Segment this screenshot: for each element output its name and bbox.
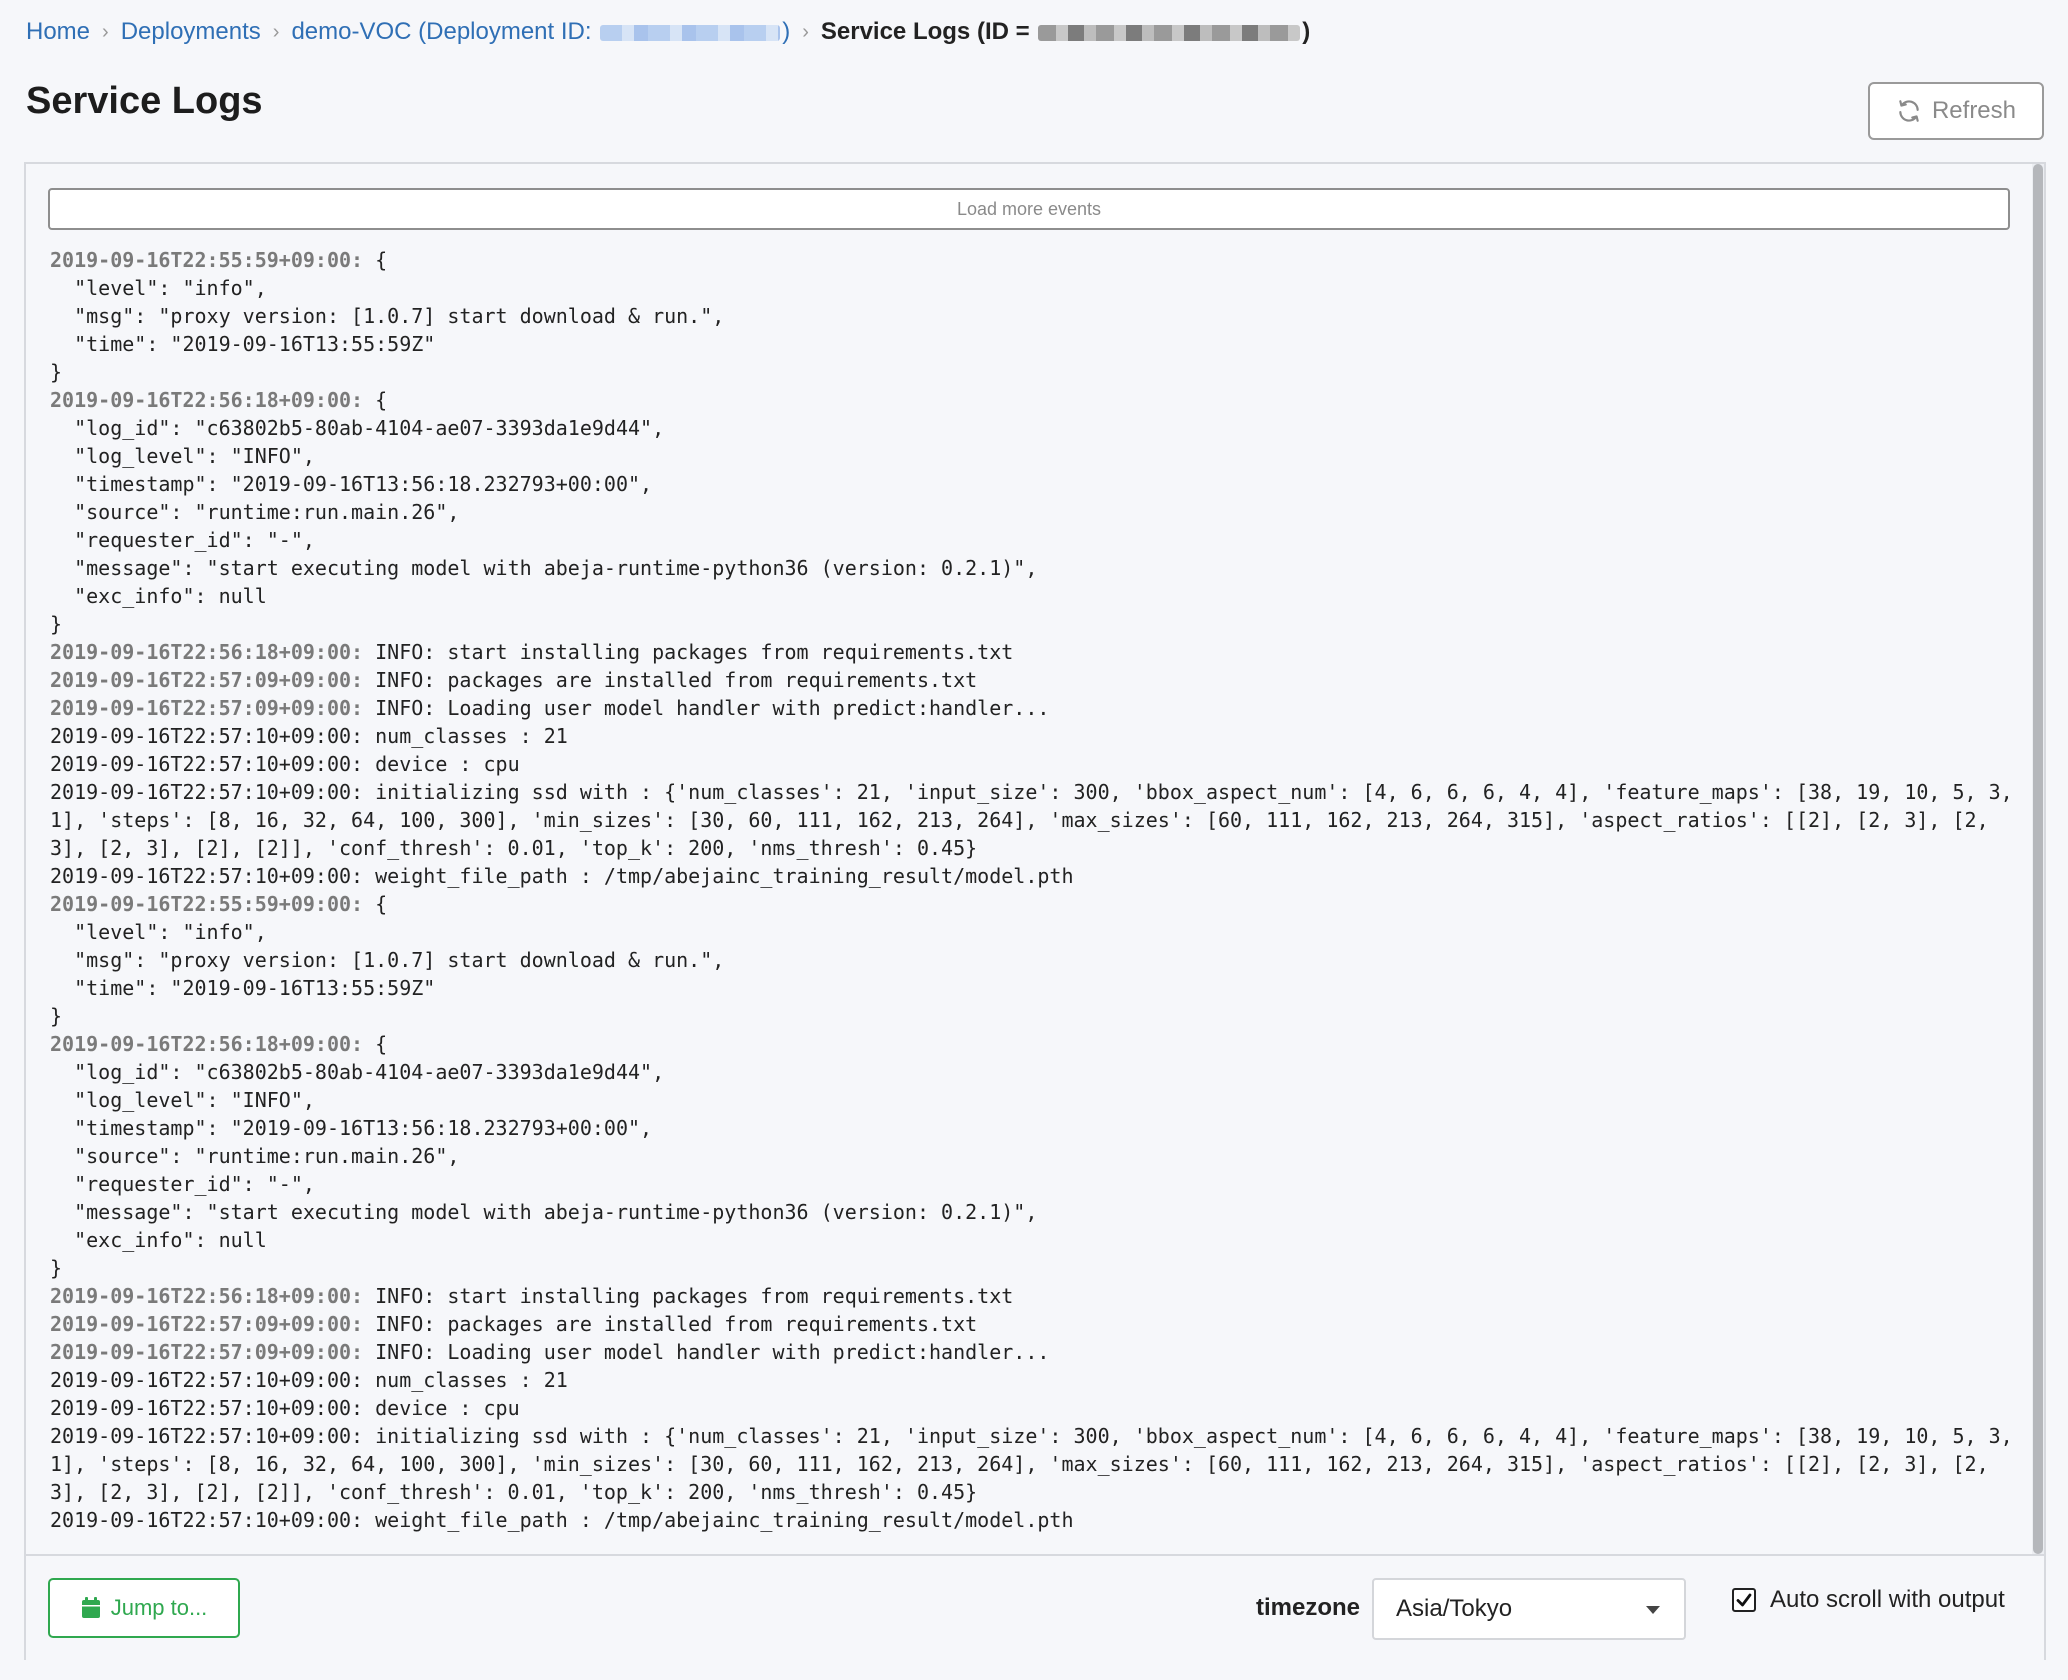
log-line xyxy=(50,1170,2020,1198)
log-output xyxy=(50,246,2025,1534)
log-line xyxy=(50,554,2020,582)
log-timestamp: 2019-09-16T22:55:59+09:00: xyxy=(50,248,364,272)
caret-down-icon xyxy=(1646,1606,1660,1614)
log-text: } xyxy=(50,360,63,384)
timezone-select[interactable] xyxy=(1372,1578,1686,1640)
log-line xyxy=(50,330,2020,358)
log-timestamp: 2019-09-16T22:57:09+09:00: xyxy=(50,1340,364,1364)
breadcrumb-deployments-link[interactable]: Deployments xyxy=(120,18,261,45)
log-line xyxy=(50,862,2020,890)
log-text: } xyxy=(50,1004,63,1028)
chevron-right-icon: › xyxy=(102,20,109,43)
log-timestamp: 2019-09-16T22:57:10+09:00: xyxy=(50,1396,364,1420)
log-text: weight_file_path : /tmp/abejainc_training_result/model.pth xyxy=(363,1508,1074,1532)
timezone-value: Asia/Tokyo xyxy=(1396,1595,1513,1622)
log-text: "time": "2019-09-16T13:55:59Z" xyxy=(50,332,436,356)
log-line xyxy=(50,302,2020,330)
log-text: "message": "start executing model with abeja-runtime-python36 (version: 0.2.1)", xyxy=(50,1200,1038,1224)
log-line xyxy=(50,414,2020,442)
jump-to-label: Jump to... xyxy=(110,1595,208,1620)
log-text: "log_id": "c63802b5-80ab-4104-ae07-3393da1e9d44", xyxy=(50,1060,665,1084)
log-scroll-area[interactable] xyxy=(26,164,2036,1554)
log-text: "exc_info": null xyxy=(50,584,267,608)
log-timestamp: 2019-09-16T22:57:09+09:00: xyxy=(50,696,364,720)
breadcrumb-deployment-suffix: ) xyxy=(782,18,791,45)
log-line xyxy=(50,638,2020,666)
log-line xyxy=(50,1002,2020,1030)
log-panel xyxy=(24,162,2046,1660)
log-line xyxy=(50,470,2020,498)
log-line xyxy=(50,750,2020,778)
log-text: INFO: Loading user model handler with predict:handler... xyxy=(363,696,1050,720)
log-line xyxy=(50,498,2020,526)
log-timestamp: 2019-09-16T22:57:10+09:00: xyxy=(50,724,364,748)
log-timestamp: 2019-09-16T22:56:18+09:00: xyxy=(50,1284,364,1308)
log-text: initializing ssd with : {'num_classes': 21, 'input_size': 300, 'bbox_aspect_num': [4, 6, 6, 6, 4, 4], 'feature_maps': [38, 19, 10, 5, 3, 1], 'steps': [8, 16, 32, 64, 100, 300], 'min_sizes': [30, 60, 111, 162, 213, 264], 'max_sizes': [60, 111, 162, 213, 264, 315], 'aspect_ratios': [[2], [2, 3], [2, 3], [2, 3], [2], [2]], 'conf_thresh': 0.01, 'top_k': 200, 'nms_thresh': 0.45} xyxy=(50,780,2025,860)
log-timestamp: 2019-09-16T22:57:10+09:00: xyxy=(50,864,364,888)
log-line xyxy=(50,778,2025,862)
log-text: INFO: packages are installed from requirements.txt xyxy=(363,1312,978,1336)
log-text: } xyxy=(50,612,63,636)
refresh-button-label: Refresh xyxy=(1931,97,2017,124)
log-text: "level": "info", xyxy=(50,276,267,300)
breadcrumb-deployment-link[interactable] xyxy=(291,18,790,46)
breadcrumb-current xyxy=(821,18,1310,46)
check-icon xyxy=(1734,1590,1754,1610)
log-text: device : cpu xyxy=(363,1396,520,1420)
log-line xyxy=(50,974,2020,1002)
jump-to-button[interactable] xyxy=(48,1578,240,1638)
log-line xyxy=(50,1282,2020,1310)
calendar-icon xyxy=(81,1597,101,1619)
log-text: "time": "2019-09-16T13:55:59Z" xyxy=(50,976,436,1000)
log-line xyxy=(50,582,2020,610)
breadcrumb-current-suffix: ) xyxy=(1302,18,1311,45)
log-text: { xyxy=(363,1032,388,1056)
redacted-service-id xyxy=(1038,25,1300,41)
log-text: "log_level": "INFO", xyxy=(50,444,315,468)
log-text: num_classes : 21 xyxy=(363,1368,568,1392)
log-text: INFO: Loading user model handler with predict:handler... xyxy=(363,1340,1050,1364)
log-text: "level": "info", xyxy=(50,920,267,944)
log-text: "requester_id": "-", xyxy=(50,528,315,552)
log-line xyxy=(50,1198,2020,1226)
log-timestamp: 2019-09-16T22:57:09+09:00: xyxy=(50,668,364,692)
log-line xyxy=(50,1506,2020,1534)
log-text: { xyxy=(363,892,388,916)
log-line xyxy=(50,386,2020,414)
log-line xyxy=(50,1394,2020,1422)
log-text: } xyxy=(50,1256,63,1280)
log-text: weight_file_path : /tmp/abejainc_training_result/model.pth xyxy=(363,864,1074,888)
log-footer xyxy=(26,1554,2044,1660)
log-line xyxy=(50,694,2020,722)
log-text: "requester_id": "-", xyxy=(50,1172,315,1196)
log-text: device : cpu xyxy=(363,752,520,776)
log-text: INFO: start installing packages from requirements.txt xyxy=(363,640,1014,664)
log-line xyxy=(50,918,2020,946)
log-scrollbar-thumb[interactable] xyxy=(2033,164,2043,1554)
log-line xyxy=(50,1114,2020,1142)
log-line xyxy=(50,1338,2020,1366)
log-text: "message": "start executing model with abeja-runtime-python36 (version: 0.2.1)", xyxy=(50,556,1038,580)
log-line xyxy=(50,1422,2025,1506)
refresh-button[interactable] xyxy=(1868,82,2044,140)
breadcrumb-deployment-label: demo-VOC (Deployment ID: xyxy=(291,18,592,45)
log-line xyxy=(50,666,2020,694)
refresh-icon xyxy=(1896,98,1922,124)
log-line xyxy=(50,1030,2020,1058)
log-text: "msg": "proxy version: [1.0.7] start download & run.", xyxy=(50,948,725,972)
redacted-deployment-id xyxy=(600,25,780,41)
log-text: { xyxy=(363,388,388,412)
timezone-label: timezone xyxy=(1256,1594,1361,1621)
breadcrumb xyxy=(26,14,1310,50)
log-line xyxy=(50,1226,2020,1254)
auto-scroll-checkbox[interactable] xyxy=(1732,1588,1756,1612)
log-text: INFO: start installing packages from requirements.txt xyxy=(363,1284,1014,1308)
log-text: "msg": "proxy version: [1.0.7] start download & run.", xyxy=(50,304,725,328)
breadcrumb-home-link[interactable]: Home xyxy=(26,18,91,45)
auto-scroll-toggle[interactable] xyxy=(1732,1586,2005,1614)
log-text: "exc_info": null xyxy=(50,1228,267,1252)
log-text: "log_id": "c63802b5-80ab-4104-ae07-3393da1e9d44", xyxy=(50,416,665,440)
log-line xyxy=(50,1254,2020,1282)
log-timestamp: 2019-09-16T22:57:10+09:00: xyxy=(50,780,364,804)
log-line xyxy=(50,442,2020,470)
log-text: "timestamp": "2019-09-16T13:56:18.232793+00:00", xyxy=(50,1116,653,1140)
log-text: INFO: packages are installed from requirements.txt xyxy=(363,668,978,692)
log-text: { xyxy=(363,248,388,272)
log-line xyxy=(50,722,2020,750)
log-timestamp: 2019-09-16T22:56:18+09:00: xyxy=(50,640,364,664)
log-text: "source": "runtime:run.main.26", xyxy=(50,500,460,524)
log-line xyxy=(50,274,2020,302)
log-line xyxy=(50,1310,2020,1338)
log-timestamp: 2019-09-16T22:56:18+09:00: xyxy=(50,388,364,412)
log-line xyxy=(50,610,2020,638)
log-text: "source": "runtime:run.main.26", xyxy=(50,1144,460,1168)
log-timestamp: 2019-09-16T22:57:10+09:00: xyxy=(50,1508,364,1532)
log-line xyxy=(50,526,2020,554)
log-line xyxy=(50,890,2020,918)
log-scrollbar[interactable] xyxy=(2032,164,2044,1554)
chevron-right-icon: › xyxy=(802,20,809,43)
log-timestamp: 2019-09-16T22:57:10+09:00: xyxy=(50,752,364,776)
log-timestamp: 2019-09-16T22:56:18+09:00: xyxy=(50,1032,364,1056)
page-title: Service Logs xyxy=(26,80,263,122)
log-text: "timestamp": "2019-09-16T13:56:18.232793+00:00", xyxy=(50,472,653,496)
log-line xyxy=(50,946,2020,974)
log-timestamp: 2019-09-16T22:57:10+09:00: xyxy=(50,1424,364,1448)
log-line xyxy=(50,358,2020,386)
log-line xyxy=(50,246,2020,274)
log-timestamp: 2019-09-16T22:57:10+09:00: xyxy=(50,1368,364,1392)
log-line xyxy=(50,1058,2020,1086)
log-text: initializing ssd with : {'num_classes': 21, 'input_size': 300, 'bbox_aspect_num': [4, 6, 6, 6, 4, 4], 'feature_maps': [38, 19, 10, 5, 3, 1], 'steps': [8, 16, 32, 64, 100, 300], 'min_sizes': [30, 60, 111, 162, 213, 264], 'max_sizes': [60, 111, 162, 213, 264, 315], 'aspect_ratios': [[2], [2, 3], [2, 3], [2, 3], [2], [2]], 'conf_thresh': 0.01, 'top_k': 200, 'nms_thresh': 0.45} xyxy=(50,1424,2025,1504)
log-timestamp: 2019-09-16T22:55:59+09:00: xyxy=(50,892,364,916)
chevron-right-icon: › xyxy=(272,20,280,43)
breadcrumb-current-label: Service Logs (ID = xyxy=(820,18,1030,45)
log-line xyxy=(50,1086,2020,1114)
log-timestamp: 2019-09-16T22:57:09+09:00: xyxy=(50,1312,364,1336)
log-line xyxy=(50,1142,2020,1170)
load-more-events-button[interactable]: Load more events xyxy=(48,188,2010,230)
log-text: "log_level": "INFO", xyxy=(50,1088,315,1112)
log-text: num_classes : 21 xyxy=(363,724,568,748)
auto-scroll-label: Auto scroll with output xyxy=(1770,1586,2005,1613)
log-line xyxy=(50,1366,2020,1394)
